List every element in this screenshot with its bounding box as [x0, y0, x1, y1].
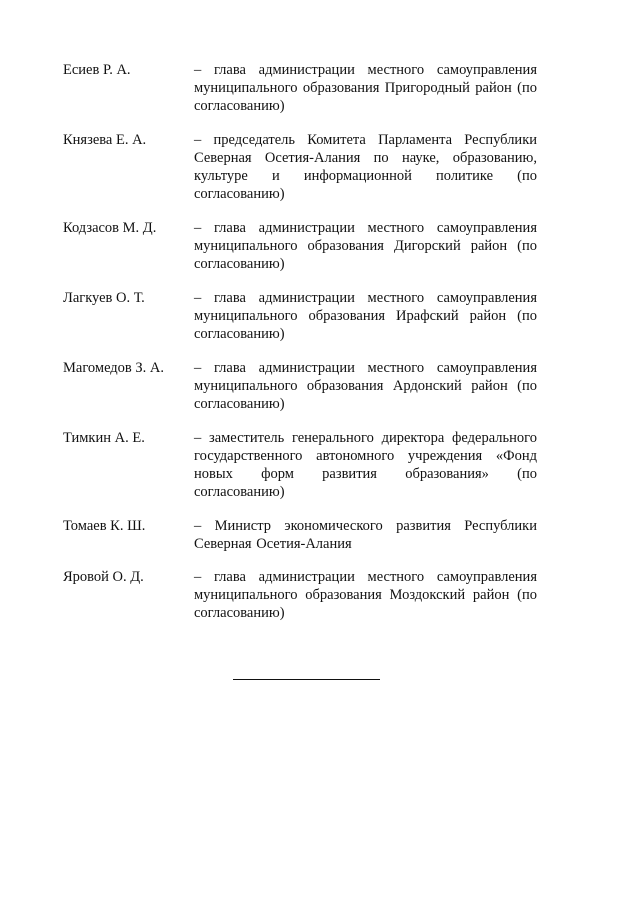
member-name: Кодзасов М. Д. [63, 220, 157, 236]
member-name: Лагкуев О. Т. [63, 290, 145, 306]
member-role: – глава администрации местного самоуправления муниципального образования Ирафский район (по согласованию) [194, 290, 537, 342]
member-role: – глава администрации местного самоуправления муниципального образования Моздокский район (по согласованию) [194, 569, 537, 621]
member-list [63, 61, 543, 622]
member-entry [63, 517, 543, 553]
member-entry [63, 429, 543, 501]
member-entry [63, 289, 543, 343]
member-role: – Министр экономического развития Республики Северная Осетия-Алания [194, 518, 537, 552]
member-name: Есиев Р. А. [63, 62, 131, 78]
member-role: – глава администрации местного самоуправления муниципального образования Дигорский район (по согласованию) [194, 220, 537, 272]
member-name: Томаев К. Ш. [63, 518, 146, 534]
member-entry [63, 219, 543, 273]
member-role: – глава администрации местного самоуправления муниципального образования Пригородный район (по согласованию) [194, 62, 537, 114]
member-role: – глава администрации местного самоуправления муниципального образования Ардонский район (по согласованию) [194, 360, 537, 412]
member-entry [63, 359, 543, 413]
member-role: – председатель Комитета Парламента Республики Северная Осетия-Алания по науке, образованию, культуре и информационной политике (по согласованию) [194, 132, 537, 202]
member-name: Магомедов З. А. [63, 360, 165, 376]
closing-divider-line [233, 679, 380, 680]
member-entry [63, 131, 543, 203]
member-entry [63, 61, 543, 115]
member-name: Тимкин А. Е. [63, 430, 145, 446]
member-name: Князева Е. А. [63, 132, 147, 148]
member-role: – заместитель генерального директора федерального государственного автономного учреждения «Фонд новых форм развития образования» (по согласованию) [194, 430, 537, 500]
member-entry [63, 568, 543, 622]
member-name: Яровой О. Д. [63, 569, 144, 585]
